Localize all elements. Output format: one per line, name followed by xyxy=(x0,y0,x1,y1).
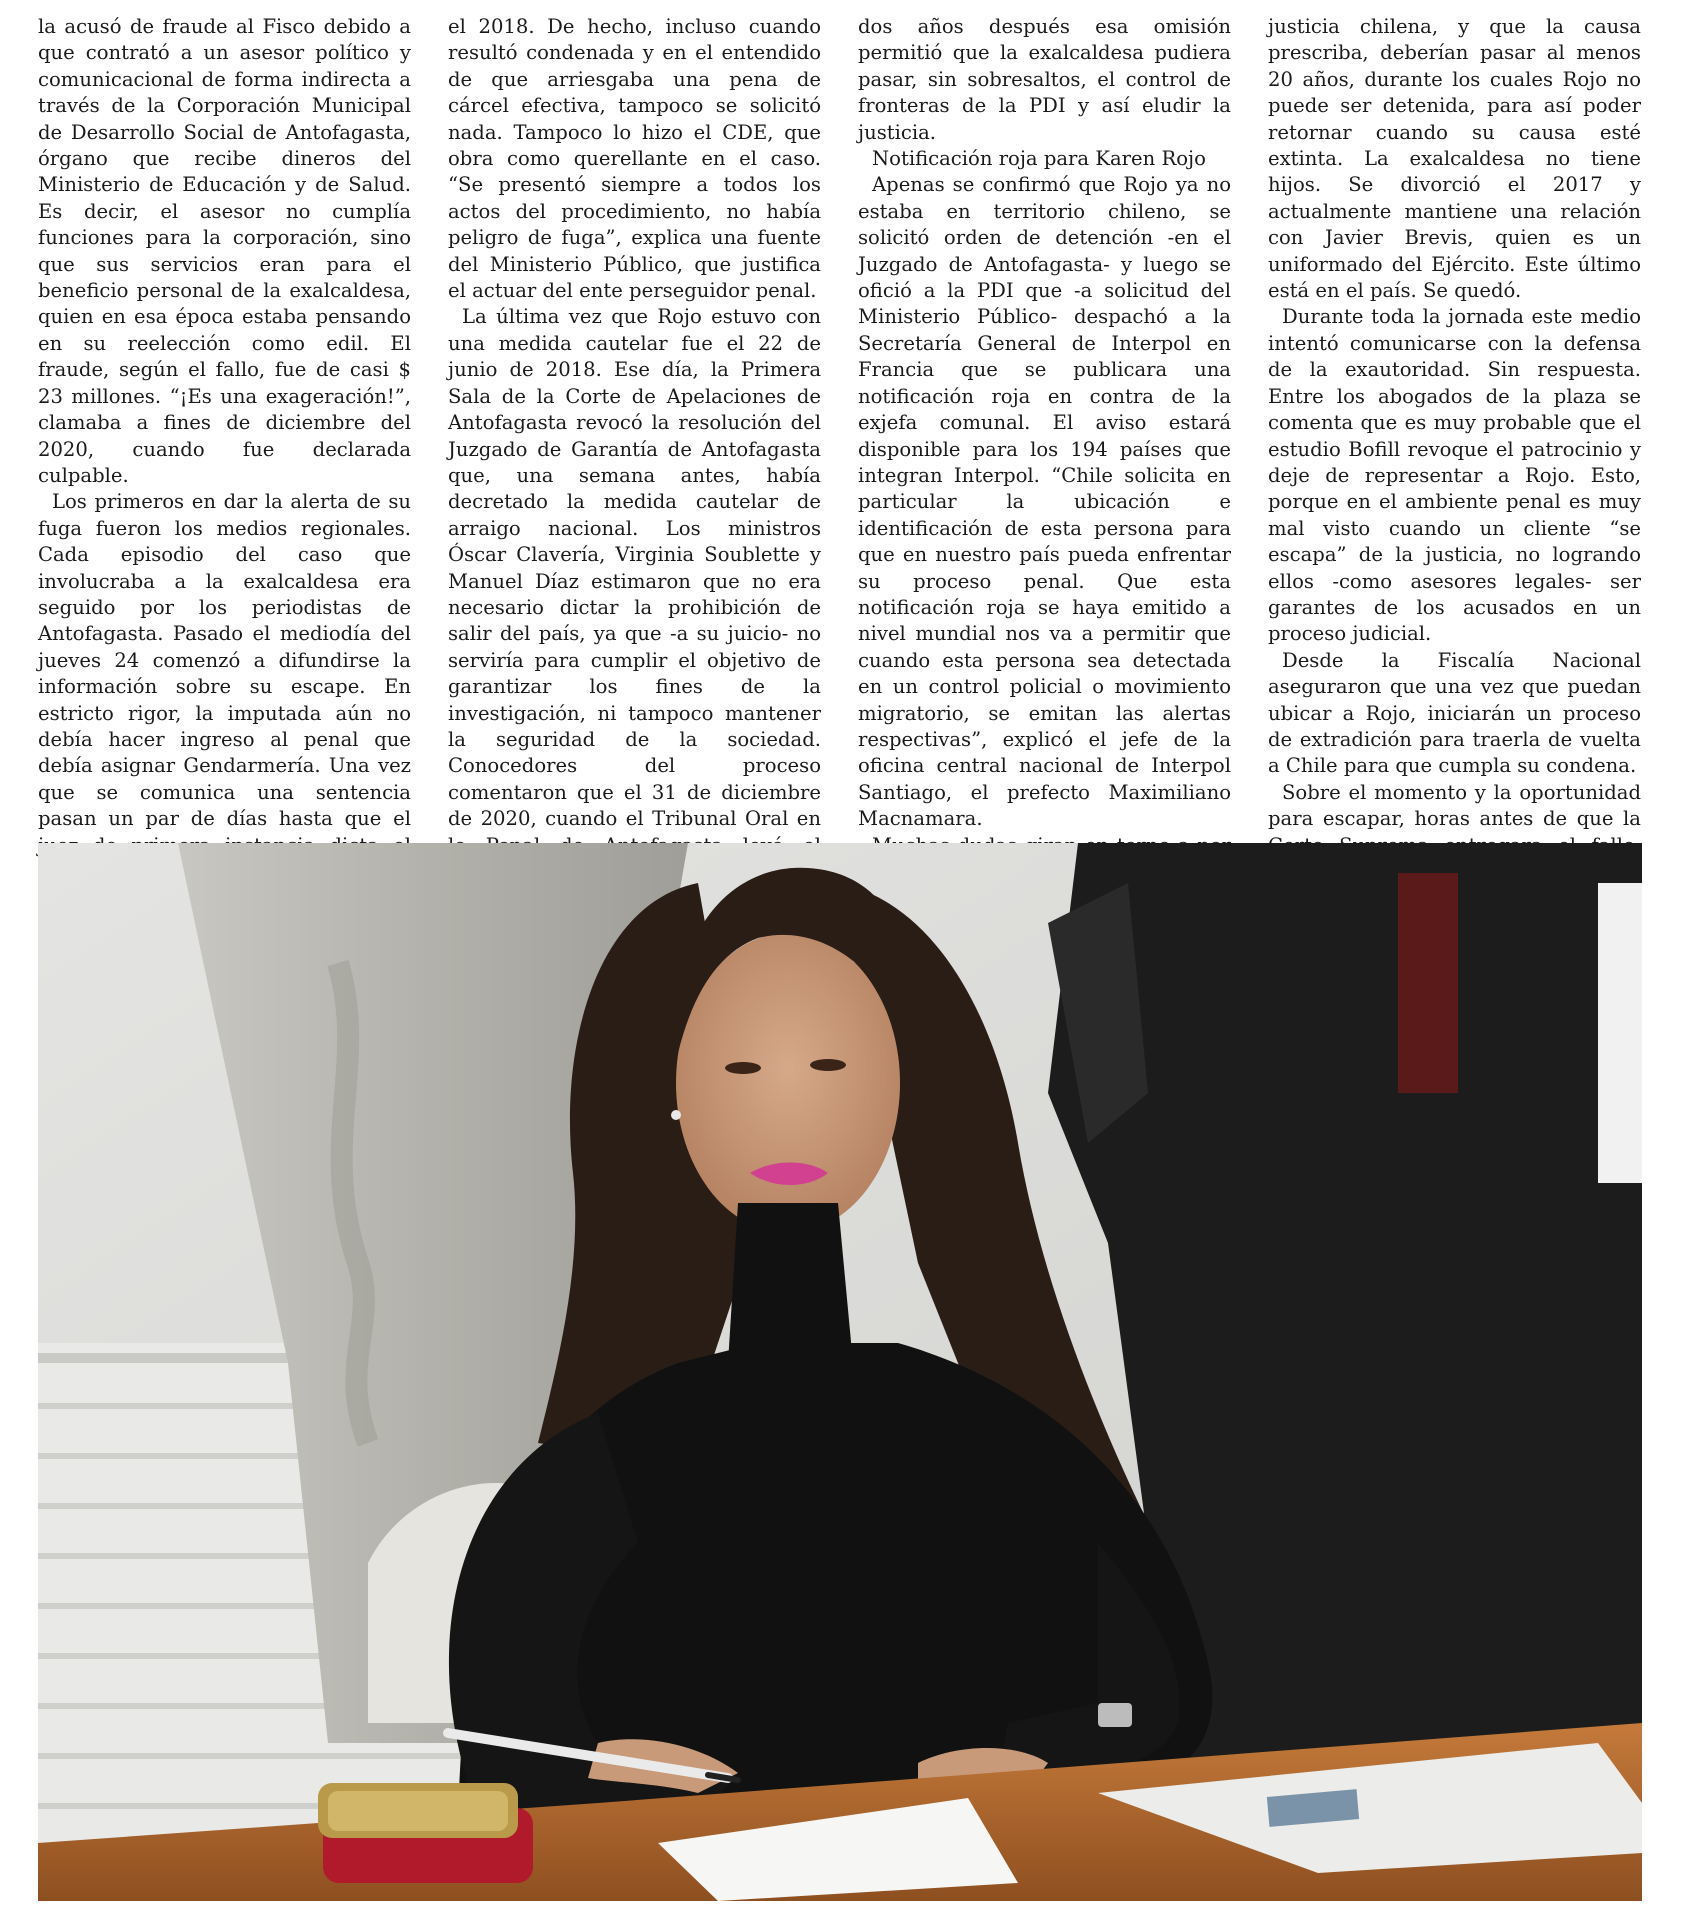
earring xyxy=(671,1110,681,1120)
paragraph: justicia chilena, y que la causa prescriba, deberían pasar al menos 20 años, durante los cuales Rojo no puede ser detenida, para así poder retornar cuando su causa esté extinta. La exalcaldesa no tiene hijos. Se divorció el 2017 y actualmente mantiene una relación con Javier Brevis, quien es un uniformado del Ejército. Este último está en el país. Se quedó. xyxy=(1268,15,1641,303)
paragraph: la acusó de fraude al Fisco debido a que contrató a un asesor político y comunicacional de forma indirecta a través de la Corporación Municipal de Desarrollo Social de Antofagasta, órgano que recibe dineros del Ministerio de Educación y de Salud. Es decir, el asesor no cumplía funciones para la corporación, sino que sus servicios eran para el beneficio personal de la exalcaldesa, quien en esa época estaba pensando en su reelección como edil. El fraude, según el fallo, fue de casi $ 23 millones. “¡Es una exageración!”, clamaba a fines de diciembre del 2020, cuando fue declarada culpable. xyxy=(38,15,411,487)
article-body xyxy=(38,14,1641,831)
article-photo xyxy=(38,843,1642,1901)
left-eye xyxy=(725,1062,761,1074)
paragraph: dos años después esa omisión permitió que la exalcaldesa pudiera pasar, sin sobresaltos, el control de fronteras de la PDI y así eludir la justicia. xyxy=(858,15,1231,144)
wristwatch xyxy=(1098,1703,1132,1727)
paragraph: Apenas se confirmó que Rojo ya no estaba en territorio chileno, se solicitó orden de detención -en el Juzgado de Antofagasta- y luego se ofició a la PDI que -a solicitud del Ministerio Público- despachó a la Secretaría General de Interpol en Francia que se publicara una notificación roja en contra de la exjefa comunal. El aviso estará disponible para los 194 países que integran Interpol. “Chile solicita en particular la ubicación e identificación de esta persona para que en nuestro país pueda enfrentar su proceso penal. Que esta notificación roja se haya emitido a nivel mundial nos va a permitir que cuando esta persona sea detectada en un control policial o movimiento migratorio, se emitan las alertas respectivas”, explicó el jefe de la oficina central nacional de Interpol Santiago, el prefecto Maximiliano Macnamara. xyxy=(858,173,1231,831)
white-panel-right xyxy=(1598,883,1642,1183)
paragraph: La última vez que Rojo estuvo con una medida cautelar fue el 22 de junio de 2018. Ese día, la Primera Sala de la Corte de Apelaciones de Antofagasta revocó la resolución del Juzgado de Garantía de Antofagasta que, una semana antes, había decretado la medida cautelar de arraigo nacional. Los ministros Óscar Clavería, Virginia Soublette y Manuel Díaz estimaron que no era necesario dictar la prohibición de salir del país, ya que -a su juicio- no serviría para cumplir el objetivo de garantizar los fines de la investigación, ni tampoco mantener la seguridad de la sociedad. Conocedores del proceso comentaron que el 31 de diciembre de 2020, cuando el Tribunal Oral en xyxy=(448,305,821,831)
paragraph: Los primeros en dar la alerta de su fuga fueron los medios regionales. Cada episodio del caso que involucraba a la exalcaldesa era seguido por los periodistas de Antofagasta. Pasado el mediodía del jueves 24 comenzó a difundirse la información sobre su escape. En estricto rigor, la imputada aún no debía hacer ingreso al penal que debía asignar Gendarmería. Una vez que se comunica una sentencia pasan un par de días hasta que el xyxy=(38,490,411,831)
paragraph: Desde la Fiscalía Nacional aseguraron que una vez que puedan ubicar a Rojo, iniciarán un proceso de extradición para traerla de vuelta a Chile para que cumpla su condena. xyxy=(1268,648,1641,778)
phone-case xyxy=(318,1783,533,1883)
section-subhead: Notificación roja para Karen Rojo xyxy=(872,147,1206,171)
photo-illustration xyxy=(38,843,1642,1901)
face xyxy=(676,933,900,1233)
right-eye xyxy=(810,1059,846,1071)
paragraph-text: Sobre el momento y la oportunidad para escapar, horas antes de que la xyxy=(1268,780,1641,831)
paragraph: Durante toda la jornada este medio intentó comunicarse con la defensa de la exautoridad. Sin respuesta. Entre los abogados de la plaza se comenta que es muy probable que el estudio Bofill revoque el patrocinio y deje de representar a Rojo. Esto, porque en el ambiente penal es muy mal visto cuando un cliente “se escapa” de la justicia, no logrando ellos -como asesores legales- ser garantes de los acusados en un proceso judicial. xyxy=(1268,305,1641,646)
neck xyxy=(728,1203,853,1363)
paragraph: el 2018. De hecho, incluso cuando resultó condenada y en el entendido de que arriesgaba una pena de cárcel efectiva, tampoco se solicitó nada. Tampoco lo hizo el CDE, que obra como querellante en el caso. “Se presentó siempre a todos los actos del procedimiento, no había peligro de fuga”, explica una fuente del Ministerio Público, que justifica el actuar del ente perseguidor penal. xyxy=(448,15,821,303)
